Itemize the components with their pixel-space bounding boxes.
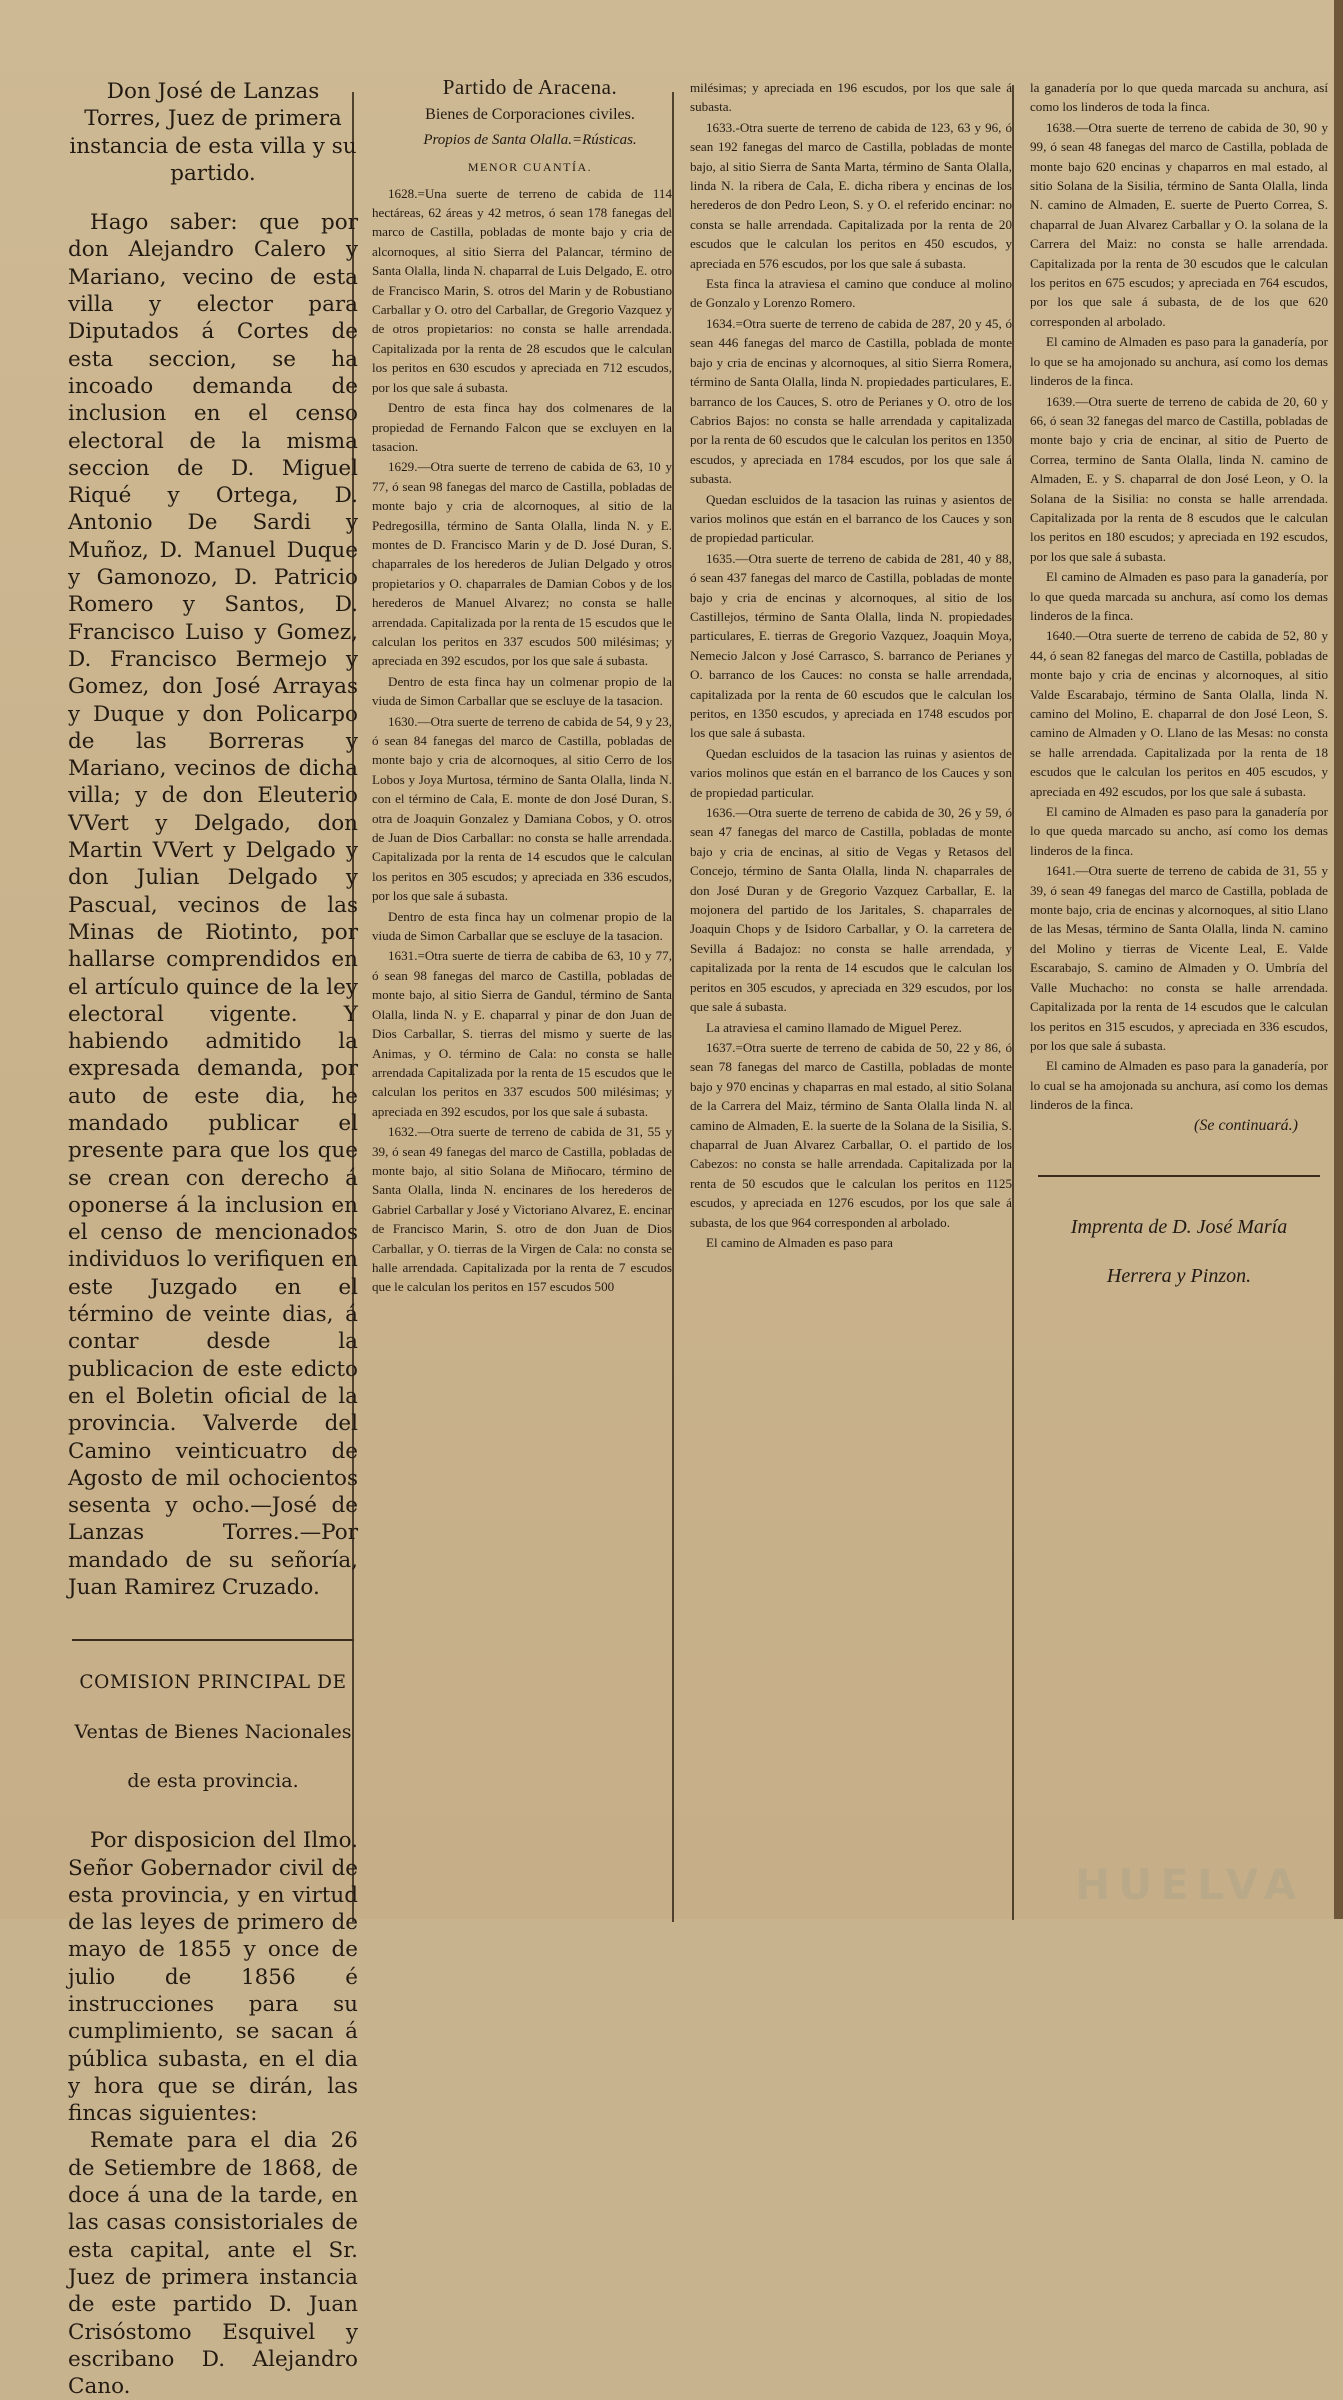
edicto-body: Hago saber: que por don Alejandro Calero y Mariano, vecino de esta villa y elector para Diputados á Cortes de esta seccion, se ha incoado demanda de inclusion en el censo electoral de la misma seccion de D. Miguel Riqué y Ortega, D. Antonio De Sardi y Muñoz, D. Manuel Duque y Gamonozo, D. Patricio Romero y Santos, D. Francisco Luiso y Gomez, D. Francisco Bermejo y Gomez, don José Arrayas y Duque y don Policarpo de las Borreras y Mariano, vecinos de dicha villa; y de don Eleuterio VVert y Delgado, don Martin VVert y Delgado y don Julian Delgado y Pascual, vecinos de las Minas de Riotinto, por hallarse comprendidos en el artículo quince de la ley electoral vigente. Y habiendo admitido la expresada demanda, por auto de este dia, he mandado publicar el presente para que los que se crean con derecho á oponerse á la inclusion en el censo de mencionados individuos lo verifiquen en este Juzgado en el término de veinte dias, á contar desde la publicacion de este edicto en el Boletin oficial de la provincia. Valverde del Camino veinticuatro de Agosto de mil ochocientos sesenta y ocho.—José de Lanzas Torres.—Por mandado de su señoría, Juan Ramirez Cruzado. <box>68 210 358 1601</box>
lot-paragraph: 1640.—Otra suerte de terreno de cabida de 52, 80 y 44, ó sean 82 fanegas del marco de Castilla, pobladas de monte bajo y cria de encinas y alcornoques, al sitio Valde Escarabajo, término de Santa Olalla, linda N. camino del Molino, E. chaparral de don José Leon, S. camino de Almaden y O. Llano de las Mesas: no consta se halle arrendada. Capitalizada por la renta de 18 escudos que le calculan los peritos en 405 escudos, y apreciada en 492 escudos, por los que sale á subasta. <box>1030 628 1328 799</box>
lot-paragraph: 1638.—Otra suerte de terreno de cabida de 30, 90 y 99, ó sean 48 fanegas del marco de Castilla, poblada de monte bajo 620 encinas y chaparros en mal estado, al sitio Solana de la Sisilia, término de Santa Olalla, linda N. camino de Almaden, E. suerte de Puerto Correa, S. chaparral de Juan Alvarez Carballar y O. la solana de la Carrera del Maiz: no consta se halle arrendada. Capitalizada por la renta de 30 escudos que le calculan los peritos en 675 escudos; y apreciada en 764 escudos, por los que sale á subasta, de de los que 620 corresponden al arbolado. <box>1030 119 1328 329</box>
continuara-note: (Se continuará.) <box>1194 1116 1298 1134</box>
provincia-title: de esta provincia. <box>127 1769 299 1792</box>
lot-paragraph: 1637.=Otra suerte de terreno de cabida de 50, 22 y 86, ó sean 78 fanegas del marco de Castilla, pobladas de monte bajo y 970 encinas y chaparras en mal estado, al sitio Solana de la Carrera del Maiz, término de Santa Olalla linda N. al camino de Almaden, E. la suerte de la Solana de la Sisilia, S. chaparral de Juan Alvarez Carballar, O. el partido de los Cabezos: no consta se halle arrendada. Capitalizada por la renta de 50 escudos que le calculan los peritos en 1125 escudos, y apreciada en 1276 escudos, por los que sale á subasta, de los que 964 corresponden al arbolado. <box>690 1039 1012 1230</box>
ventas-title: Ventas de Bienes Nacionales <box>74 1720 352 1743</box>
imprint-divider <box>1038 1175 1320 1177</box>
column-4 <box>1030 78 1328 1300</box>
cuantia-heading: MENOR CUANTÍA. <box>467 160 593 175</box>
note-paragraph: El camino de Almaden es paso para la ganadería, por lo cual se ha amojonada su anchura, así como los demas linderos de la finca. <box>1030 1058 1328 1113</box>
note-paragraph: La atraviesa el camino llamado de Miguel Perez. <box>706 1019 962 1035</box>
note-paragraph: Quedan escluidos de la tasacion las ruinas y asientos de varios molinos que están en el barranco de los Cauces y son de propiedad particular. <box>690 491 1012 546</box>
note-paragraph: Dentro de esta finca hay un colmenar propio de la viuda de Simon Carballar que se escluye de la tasacion. <box>372 908 672 944</box>
note-continuation: la ganadería por lo que queda marcada su anchura, así como los linderos de toda la finca. <box>1030 80 1328 115</box>
column-3 <box>690 78 1012 1252</box>
column-2 <box>372 75 672 1297</box>
edicto-intro: Don José de Lanzas Torres, Juez de primera instancia de esta villa y su partido. <box>69 79 357 186</box>
note-paragraph: Dentro de esta finca hay dos colmenares de la propiedad de Fernando Falcon que se excluyen en la tasacion. <box>372 400 672 454</box>
column-1 <box>68 78 358 2400</box>
lot-paragraph: 1634.=Otra suerte de terreno de cabida de 287, 20 y 45, ó sean 446 fanegas del marco de Castilla, poblada de monte bajo y cria de encinas y alcornoques, al sitio Sierra Romera, término de Santa Olalla, linda N. propiedades particulares, E. barranco de los Cauces, S. otro de Perianes y O. otro de los Cabrios Bajos: no consta se halle arrendada y capitalizada por la renta de 60 escudos que le calculan los peritos en 1350 escudos, y apreciada en 1784 escudos, por los que sale á subasta. <box>690 315 1012 487</box>
column-rule-3 <box>1012 85 1014 1920</box>
lot-paragraph: 1639.—Otra suerte de terreno de cabida de 20, 60 y 66, ó sean 32 fanegas del marco de Castilla, pobladas de monte bajo y cria de encinar, al sitio de Puerto de Correa, termino de Santa Olalla, linda N. camino de Almaden, E. y S. chaparral de don José Leon, y O. la Solana de la Sisilia: no consta se halle arrendada. Capitalizada por la renta de 8 escudos que le calculan los peritos en 180 escudos; y apreciada en 192 escudos, por los que sale á subasta. <box>1030 393 1328 564</box>
bienes-heading: Bienes de Corporaciones civiles. <box>425 106 635 124</box>
archive-stamp: HUELVA <box>1075 1860 1305 1909</box>
lot-paragraph: 1630.—Otra suerte de terreno de cabida de 54, 9 y 23, ó sean 84 fanegas del marco de Castilla, pobladas de monte bajo y cria de alcornoques, al sitio Cerro de los Lobos y Joya Murtosa, término de Santa Olalla, linda N. con el término de Cala, E. monte de don José Duran, S. otra de Joaquin Gonzalez y Damiana Cobos, y O. otros de Juan de Dios Carballar: no consta se halle arrendada. Capitalizada por la renta de 14 escudos que le calculan los peritos en 305 escudos; y apreciada en 336 escudos, por los que sale á subasta. <box>372 713 672 904</box>
note-paragraph: El camino de Almaden es paso para la ganadería por lo que queda marcado su ancho, así como los demas linderos de la finca. <box>1030 804 1328 858</box>
section-divider <box>72 1639 354 1641</box>
lot-paragraph: 1631.=Otra suerte de tierra de cabiba de 63, 10 y 77, ó sean 98 fanegas del marco de Castilla, pobladas de monte bajo, al sitio Sierra de Gandul, término de Santa Olalla, linda N. y E. chaparral y pinar de don Juan de Dios Carballar, S. tierras del mismo y suerte de las Animas, y O. término de Cala: no consta se halle arrendada Capitalizada por la renta de 15 escudos que le calculan los peritos en 337 escudos 500 milésimas; y apreciada en 392 escudos, por los que sale á subasta. <box>372 948 672 1119</box>
lot-paragraph: 1632.—Otra suerte de terreno de cabida de 31, 55 y 39, ó sean 49 fanegas del marco de Castilla, pobladas de monte bajo, al sitio Solana de Miñocaro, término de Santa Olalla, linda N. encinares de los herederos de Gabriel Carballar y José y Victoriano Alvarez, E. encinar de Francisco Marin, S. otro de don Juan de Dios Carballar, y O. tierras de la Virgen de Cala: no consta se halle arrendada. Capitalizada por la renta de 7 escudos que le calculan los peritos en 157 escudos 500 <box>372 1124 672 1295</box>
remate-paragraph: Remate para el dia 26 de Setiembre de 1868, de doce á una de la tarde, en las casas consistoriales de esta capital, ante el Sr. Juez de primera instancia de este partido D. Juan Crisóstomo Esquivel y escribano D. Alejandro Cano. <box>68 2128 358 2400</box>
note-paragraph: El camino de Almaden es paso para la ganadería, por lo que queda marcada su anchura, así como los demas linderos de la finca. <box>1030 569 1328 623</box>
comision-title: COMISION PRINCIPAL DE <box>79 1672 347 1694</box>
propios-heading: Propios de Santa Olalla.=Rústicas. <box>423 131 637 148</box>
lot-paragraph: 1641.—Otra suerte de terreno de cabida de 31, 55 y 39, ó sean 49 fanegas del marco de Castilla, poblada de monte bajo, cria de encinas y alcornoques, al sitio Llano de las Mesas, término de Santa Olalla, linda N. camino del Molino y tierras de Vicente Leal, E. Valde Escarabajo, S. camino de Almaden y O. Umbría del Valle Muchacho: no consta se halle arrendada. Capitalizada por la renta de 14 escudos que le calculan los peritos en 315 escudos, y apreciada en 336 escudos, por los que sale á subasta. <box>1030 863 1328 1053</box>
note-paragraph: Quedan escluidos de la tasacion las ruinas y asientos de varios molinos que están en el barranco de los Cauces y son de propiedad particular. <box>690 745 1012 800</box>
note-paragraph: Esta finca la atraviesa el camino que conduce al molino de Gonzalo y Lorenzo Romero. <box>690 276 1012 311</box>
partido-heading: Partido de Aracena. <box>442 75 618 99</box>
note-paragraph: El camino de Almaden es paso para la ganadería, por lo que se ha amojonado su anchura, así como los demas linderos de la finca. <box>1030 334 1328 389</box>
column-rule-2 <box>672 92 674 1922</box>
lot-continuation: milésimas; y apreciada en 196 escudos, por los que sale á subasta. <box>690 80 1012 115</box>
note-paragraph: El camino de Almaden es paso para <box>706 1234 893 1250</box>
lot-paragraph: 1629.—Otra suerte de terreno de cabida de 63, 10 y 77, ó sean 98 fanegas del marco de Castilla, pobladas de monte bajo y cria de alcornoques, al sitio de la Pedregosilla, término de Santa Olalla, linda N. y E. montes de D. Francisco Marin y de D. José Duran, S. chaparrales de los herederos de Julian Delgado y otros propietarios y O. chaparrales de Damian Cobos y de los herederos de Manuel Alvarez; no consta se halle arrendada. Capitalizada por la renta de 15 escudos que le calculan los peritos en 337 escudos 500 milésimas; y apreciada en 392 escudos, por los que sale á subasta. <box>372 459 672 669</box>
lot-paragraph: 1628.=Una suerte de terreno de cabida de 114 hectáreas, 62 áreas y 42 metros, ó sean 178 fanegas del marco de Castilla, pobladas de monte bajo y cria de alcornoques, al sitio Sierra del Palancar, término de Santa Olalla, linda N. chaparral de Luis Delgado, E. otro de Francisco Marin, S. otros del Marin y de Robustiano Carballar y O. otro del Carballar, de Gregorio Vazquez y de otros propietarios: no consta se halle arrendada. Capitalizada por la renta de 28 escudos que le calculan los peritos en 630 escudos y apreciada en 712 escudos, por los que sale á subasta. <box>372 185 672 395</box>
imprint-line-2: Herrera y Pinzon. <box>1106 1264 1252 1287</box>
disposicion-paragraph: Por disposicion del Ilmo. Señor Gobernador civil de esta provincia, y en virtud de las leyes de primero de mayo de 1855 y once de julio de 1856 é instrucciones para su cumplimiento, se sacan á pública subasta, en el dia y hora que se dirán, las fincas siguientes: <box>68 1828 358 2127</box>
lot-paragraph: 1633.-Otra suerte de terreno de cabida de 123, 63 y 96, ó sean 192 fanegas del marco de Castilla, pobladas de monte bajo, al sitio Sierra de Santa Marta, término de Santa Olalla, linda N. la ribera de Cala, E. dicha ribera y encinas de los herederos de don Pedro Leon, S. y O. el referido encinar: no consta se halle arrendada. Capitalizada por la renta de 20 escudos que le calculan los peritos en 450 escudos, y apreciada en 576 escudos, por los que sale á subasta. <box>690 119 1012 271</box>
page-edge <box>1334 0 1343 1919</box>
imprint-line-1: Imprenta de D. José María <box>1070 1215 1288 1238</box>
lot-paragraph: 1635.—Otra suerte de terreno de cabida de 281, 40 y 88, ó sean 437 fanegas del marco de Castilla, pobladas de monte bajo y cria de encinas y alcornoques, al sitio de los Castillejos, término de Santa Olalla, linda N. propiedades particulares, E. tierras de Gregorio Vazquez, Joaquin Moya, Nemecio Jalcon y José Carrasco, S. barranco de Perianes y O. barranco de los Cauces: no consta se halle arrendada, capitalizada por la renta de 60 escudos que le calculan los peritos, en 1350 escudos, y apreciada en 1748 escudos por los que sale á subasta. <box>690 550 1012 741</box>
note-paragraph: Dentro de esta finca hay un colmenar propio de la viuda de Simon Carballar que se escluye de la tasacion. <box>372 673 672 709</box>
lot-paragraph: 1636.—Otra suerte de terreno de cabida de 30, 26 y 59, ó sean 47 fanegas del marco de Castilla, pobladas de monte bajo y cria de encinas, al sitio de Vegas y Retasos del Concejo, término de Santa Olalla, linda N. chaparrales de don José Duran y de Gregorio Vazquez Carballar, E. la mojonera del partido de los Jaritales, S. chaparrales de Joaquin Chops y de Isidoro Carballar, y O. la carretera de Sevilla á Badajoz: no consta se halle arrendada, y capitalizada por la renta de 14 escudos que le calculan los peritos en 305 escudos, y apreciada en 329 escudos, por los que sale á subasta. <box>690 805 1012 1015</box>
